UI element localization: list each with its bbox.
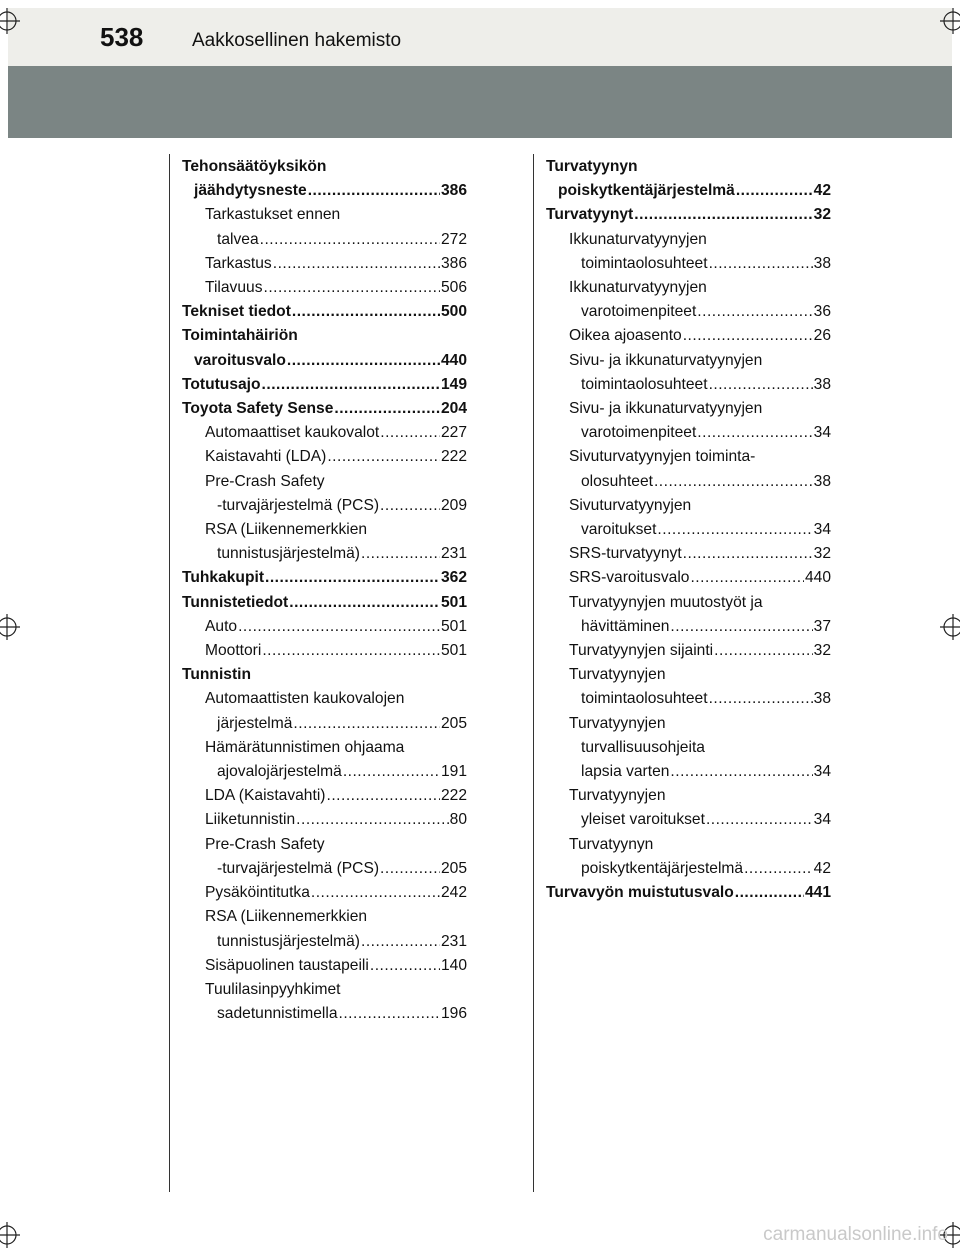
page-reference: 38 xyxy=(813,690,831,708)
dot-leader xyxy=(370,954,440,978)
entry-text: sadetunnistimella xyxy=(217,1005,338,1023)
dot-leader xyxy=(697,421,812,445)
dot-leader xyxy=(361,542,440,566)
index-entry xyxy=(182,566,467,590)
entry-text: Tuhkakupit xyxy=(182,569,265,587)
index-subentry xyxy=(182,615,467,639)
dot-leader xyxy=(260,228,440,252)
dot-leader xyxy=(311,881,440,905)
watermark: carmanualsonline.info xyxy=(763,1224,948,1245)
dot-leader xyxy=(293,712,440,736)
index-subentry xyxy=(182,954,467,978)
dot-leader xyxy=(334,397,440,421)
page-reference: 38 xyxy=(813,254,831,272)
index-subentry xyxy=(182,784,467,808)
entry-text: varoitusvalo xyxy=(194,351,286,369)
index-subentry xyxy=(546,663,831,711)
page-reference: 440 xyxy=(804,569,831,587)
entry-text: SRS-varoitusvalo xyxy=(569,569,690,587)
index-subentry xyxy=(182,518,467,566)
crop-mark-icon xyxy=(940,614,960,640)
dot-leader xyxy=(709,252,813,276)
dot-leader xyxy=(380,857,440,881)
dot-leader xyxy=(744,857,813,881)
index-subentry xyxy=(182,639,467,663)
dot-leader xyxy=(238,615,440,639)
index-entry xyxy=(182,155,467,203)
page-reference: 222 xyxy=(440,787,467,805)
page-reference: 386 xyxy=(440,182,467,200)
entry-text: Sisäpuolinen taustapeili xyxy=(205,956,369,974)
page-reference: 191 xyxy=(440,763,467,781)
page-reference: 149 xyxy=(440,375,467,393)
dot-leader xyxy=(327,445,440,469)
page-reference: 32 xyxy=(813,206,831,224)
index-subentry xyxy=(546,833,831,881)
entry-text: Ikkunaturvatyynyjen xyxy=(569,279,707,297)
dot-leader xyxy=(361,930,440,954)
page-reference: 362 xyxy=(440,569,467,587)
entry-text: Tilavuus xyxy=(205,279,263,297)
index-subentry xyxy=(182,905,467,953)
dot-leader xyxy=(654,470,813,494)
dot-leader xyxy=(736,179,813,203)
entry-text: Tarkastukset ennen xyxy=(205,206,341,224)
entry-text: Moottori xyxy=(205,642,262,660)
page-number: 538 xyxy=(100,22,144,52)
column-rule-left xyxy=(169,154,170,1192)
entry-text: lapsia varten xyxy=(581,763,670,781)
entry-text: Kaistavahti (LDA) xyxy=(205,448,327,466)
index-subentry xyxy=(182,276,467,300)
crop-mark-icon xyxy=(0,614,20,640)
page-reference: 501 xyxy=(440,593,467,611)
index-subentry xyxy=(182,808,467,832)
page-reference: 205 xyxy=(440,714,467,732)
index-subentry xyxy=(546,784,831,832)
entry-text: varotoimenpiteet xyxy=(581,303,697,321)
entry-text: Hämärätunnistimen ohjaama xyxy=(205,738,405,756)
entry-text: Automaattiset kaukovalot xyxy=(205,424,380,442)
page-reference: 231 xyxy=(440,545,467,563)
dot-leader xyxy=(262,373,440,397)
entry-text: -turvajärjestelmä (PCS) xyxy=(217,496,380,514)
page-reference: 34 xyxy=(813,424,831,442)
header-bar xyxy=(8,8,952,66)
entry-text: tunnistusjärjestelmä) xyxy=(217,932,361,950)
index-entry xyxy=(546,203,831,227)
entry-text: Tunnistin xyxy=(182,666,251,684)
page-reference: 205 xyxy=(440,859,467,877)
entry-text: Sivu- ja ikkunaturvatyynyjen xyxy=(569,351,763,369)
entry-text: poiskytkentäjärjestelmä xyxy=(558,182,735,200)
entry-text: Automaattisten kaukovalojen xyxy=(205,690,405,708)
entry-text: tunnistusjärjestelmä) xyxy=(217,545,361,563)
index-entry xyxy=(546,881,831,905)
index-subentry xyxy=(182,881,467,905)
index-subentry xyxy=(182,470,467,518)
page-reference: 36 xyxy=(813,303,831,321)
dot-leader xyxy=(287,349,440,373)
entry-text: olosuhteet xyxy=(581,472,653,490)
entry-text: Sivuturvatyynyjen toiminta- xyxy=(569,448,756,466)
dot-leader xyxy=(657,518,812,542)
page-reference: 204 xyxy=(440,400,467,418)
page-reference: 272 xyxy=(440,230,467,248)
entry-text: Pre-Crash Safety xyxy=(205,472,325,490)
entry-text: Ikkunaturvatyynyjen xyxy=(569,230,707,248)
page-reference: 441 xyxy=(804,884,831,902)
section-title: Aakkosellinen hakemisto xyxy=(192,30,402,51)
entry-text: talvea xyxy=(217,230,259,248)
index-subentry xyxy=(182,203,467,251)
index-subentry xyxy=(546,591,831,639)
page-reference: 500 xyxy=(440,303,467,321)
dot-leader xyxy=(670,760,812,784)
entry-text: hävittäminen xyxy=(581,617,670,635)
page-reference: 42 xyxy=(813,859,831,877)
entry-text: Tunnistetiedot xyxy=(182,593,289,611)
page-reference: 440 xyxy=(440,351,467,369)
entry-text: Auto xyxy=(205,617,238,635)
entry-text: ajovalojärjestelmä xyxy=(217,763,342,781)
page-reference: 34 xyxy=(813,811,831,829)
entry-text: Toimintahäiriön xyxy=(182,327,298,345)
page-reference: 34 xyxy=(813,521,831,539)
index-subentry xyxy=(182,421,467,445)
index-column-right xyxy=(546,155,831,905)
entry-text: Turvatyynyn xyxy=(569,835,654,853)
dot-leader xyxy=(634,203,812,227)
entry-text: Pre-Crash Safety xyxy=(205,835,325,853)
entry-text: RSA (Liikennemerkkien xyxy=(205,521,368,539)
index-subentry xyxy=(546,566,831,590)
page-reference: 37 xyxy=(813,617,831,635)
dot-leader xyxy=(292,300,440,324)
entry-text: Turvatyynyjen xyxy=(569,714,666,732)
entry-text: poiskytkentäjärjestelmä xyxy=(581,859,744,877)
page-reference: 34 xyxy=(813,763,831,781)
page-reference: 140 xyxy=(440,956,467,974)
index-subentry xyxy=(546,228,831,276)
index-entry xyxy=(182,397,467,421)
dot-leader xyxy=(264,276,440,300)
index-entry xyxy=(182,324,467,372)
index-subentry xyxy=(182,252,467,276)
entry-text: Toyota Safety Sense xyxy=(182,400,334,418)
entry-text: Tuulilasinpyyhkimet xyxy=(205,980,341,998)
entry-text: Tehonsäätöyksikön xyxy=(182,158,327,175)
entry-text: Sivu- ja ikkunaturvatyynyjen xyxy=(569,400,763,418)
entry-text: Sivuturvatyynyjen xyxy=(569,496,692,514)
entry-text: toimintaolosuhteet xyxy=(581,375,708,393)
index-column-left xyxy=(182,155,467,1026)
index-subentry xyxy=(546,542,831,566)
index-subentry xyxy=(546,397,831,445)
dot-leader xyxy=(690,566,804,590)
page-reference: 386 xyxy=(440,254,467,272)
entry-text: järjestelmä xyxy=(217,714,293,732)
entry-text: Turvatyynyjen sijainti xyxy=(569,642,714,660)
dot-leader xyxy=(289,591,440,615)
page-reference: 242 xyxy=(440,884,467,902)
entry-text: SRS-turvatyynyt xyxy=(569,545,682,563)
entry-text: LDA (Kaistavahti) xyxy=(205,787,326,805)
entry-text: Pysäköintitutka xyxy=(205,884,310,902)
page-reference: 209 xyxy=(440,496,467,514)
page-reference: 38 xyxy=(813,472,831,490)
dot-leader xyxy=(735,881,804,905)
index-subentry xyxy=(546,276,831,324)
header-band xyxy=(8,66,952,138)
page-reference: 32 xyxy=(813,642,831,660)
entry-text: Turvatyynyn xyxy=(546,158,638,175)
index-entry xyxy=(546,155,831,203)
index-subentry xyxy=(546,445,831,493)
crop-mark-icon xyxy=(0,8,20,34)
dot-leader xyxy=(380,494,440,518)
dot-leader xyxy=(670,615,812,639)
index-subentry xyxy=(546,639,831,663)
dot-leader xyxy=(714,639,812,663)
dot-leader xyxy=(343,760,440,784)
index-subentry xyxy=(546,712,831,785)
entry-text: varoitukset xyxy=(581,521,657,539)
page-reference: 227 xyxy=(440,424,467,442)
entry-text: Liiketunnistin xyxy=(205,811,296,829)
index-subentry xyxy=(182,978,467,1026)
dot-leader xyxy=(683,542,813,566)
entry-text: Turvavyön muistutusvalo xyxy=(546,884,734,902)
dot-leader xyxy=(296,808,448,832)
entry-text: Tekniset tiedot xyxy=(182,303,291,321)
entry-text: -turvajärjestelmä (PCS) xyxy=(217,859,380,877)
index-entry xyxy=(182,300,467,324)
entry-text: Turvatyynyjen xyxy=(569,787,666,805)
page-reference: 38 xyxy=(813,375,831,393)
index-subentry xyxy=(546,494,831,542)
entry-text: RSA (Liikennemerkkien xyxy=(205,908,368,926)
index-entry xyxy=(182,591,467,615)
page-reference: 222 xyxy=(440,448,467,466)
page-reference: 80 xyxy=(449,811,467,829)
index-subentry xyxy=(182,736,467,784)
entry-text: yleiset varoitukset xyxy=(581,811,705,829)
entry-text: jäähdytysneste xyxy=(194,182,307,200)
crop-mark-icon xyxy=(0,1222,20,1248)
dot-leader xyxy=(709,687,813,711)
entry-text: varotoimenpiteet xyxy=(581,424,697,442)
entry-text: toimintaolosuhteet xyxy=(581,254,708,272)
entry-text: Turvatyynyjen xyxy=(569,666,666,684)
dot-leader xyxy=(339,1002,440,1026)
page-reference: 26 xyxy=(813,327,831,345)
dot-leader xyxy=(683,324,813,348)
dot-leader xyxy=(308,179,440,203)
dot-leader xyxy=(380,421,440,445)
dot-leader xyxy=(273,252,440,276)
page-reference: 196 xyxy=(440,1005,467,1023)
page-reference: 506 xyxy=(440,279,467,297)
page-reference: 501 xyxy=(440,617,467,635)
dot-leader xyxy=(706,808,813,832)
entry-text: Tarkastus xyxy=(205,254,272,272)
dot-leader xyxy=(697,300,812,324)
index-subentry xyxy=(182,687,467,735)
page-reference: 231 xyxy=(440,932,467,950)
dot-leader xyxy=(265,566,440,590)
index-subentry xyxy=(182,833,467,881)
entry-text: toimintaolosuhteet xyxy=(581,690,708,708)
crop-mark-icon xyxy=(940,8,960,34)
index-entry xyxy=(182,663,467,687)
index-subentry xyxy=(182,445,467,469)
page-reference: 32 xyxy=(813,545,831,563)
page-reference: 501 xyxy=(440,642,467,660)
dot-leader xyxy=(709,373,813,397)
entry-text: Turvatyynyjen muutostyöt ja xyxy=(569,593,763,611)
index-subentry xyxy=(546,349,831,397)
column-rule-right xyxy=(533,154,534,1192)
index-entry xyxy=(182,373,467,397)
entry-text: Oikea ajoasento xyxy=(569,327,682,345)
dot-leader xyxy=(262,639,440,663)
index-subentry xyxy=(546,324,831,348)
dot-leader xyxy=(326,784,439,808)
entry-text: turvallisuusohjeita xyxy=(581,738,705,756)
page-reference: 42 xyxy=(813,182,831,200)
entry-text: Totutusajo xyxy=(182,375,261,393)
entry-text: Turvatyynyt xyxy=(546,206,634,224)
